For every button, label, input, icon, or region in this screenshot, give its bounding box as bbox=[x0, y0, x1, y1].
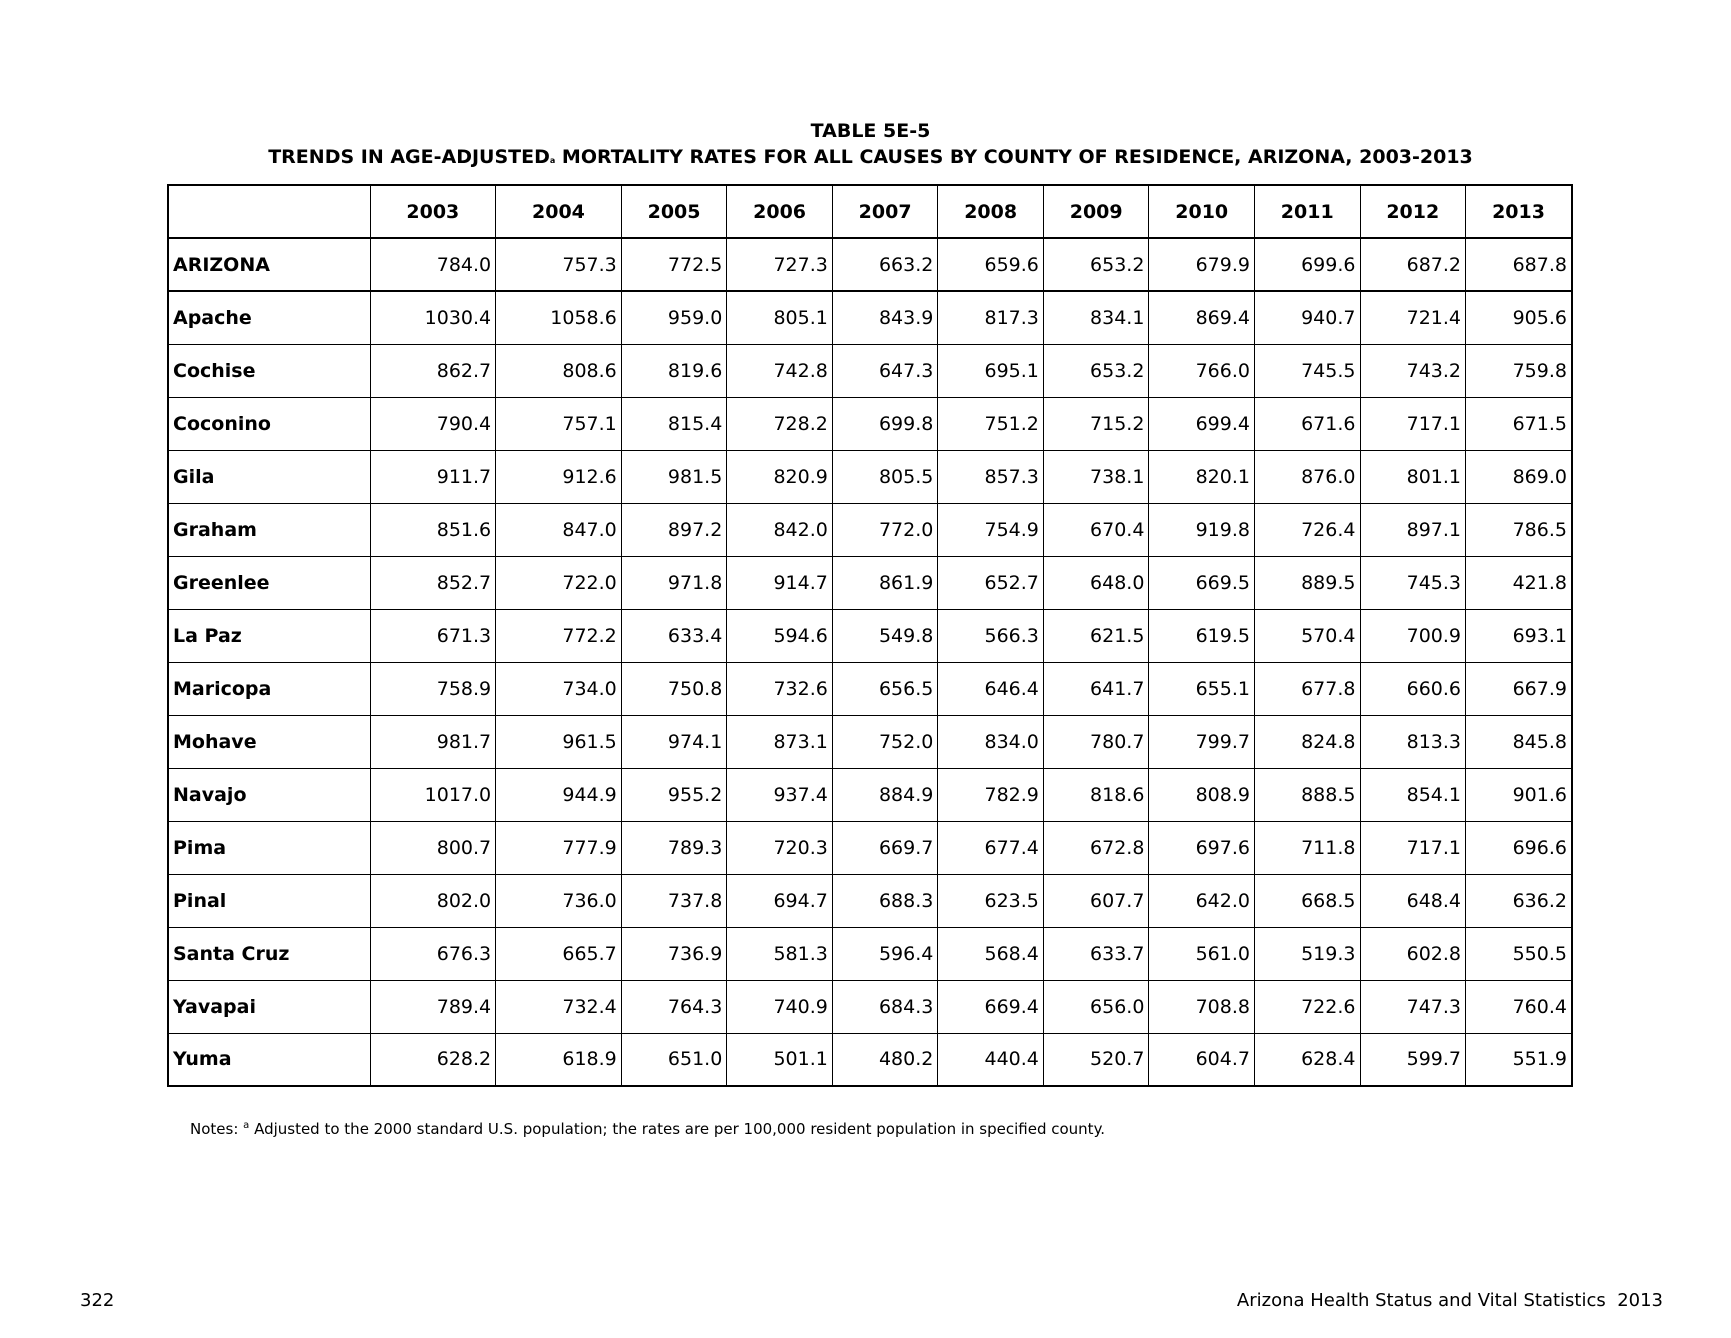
rate-cell: 677.8 bbox=[1254, 662, 1360, 715]
rate-cell: 693.1 bbox=[1466, 609, 1572, 662]
rate-cell: 851.6 bbox=[370, 503, 496, 556]
rate-cell: 740.9 bbox=[727, 980, 833, 1033]
rate-cell: 700.9 bbox=[1360, 609, 1466, 662]
rate-cell: 687.2 bbox=[1360, 238, 1466, 291]
rate-cell: 919.8 bbox=[1149, 503, 1255, 556]
rate-cell: 720.3 bbox=[727, 821, 833, 874]
rate-cell: 604.7 bbox=[1149, 1033, 1255, 1086]
county-row bbox=[168, 874, 1572, 927]
rate-cell: 852.7 bbox=[370, 556, 496, 609]
rate-cell: 602.8 bbox=[1360, 927, 1466, 980]
rate-cell: 647.3 bbox=[832, 344, 938, 397]
rate-cell: 656.0 bbox=[1043, 980, 1149, 1033]
rate-cell: 820.1 bbox=[1149, 450, 1255, 503]
rate-cell: 665.7 bbox=[496, 927, 622, 980]
row-label: Santa Cruz bbox=[168, 927, 370, 980]
rate-cell: 619.5 bbox=[1149, 609, 1255, 662]
rate-cell: 772.0 bbox=[832, 503, 938, 556]
rate-cell: 421.8 bbox=[1466, 556, 1572, 609]
row-label: Yavapai bbox=[168, 980, 370, 1033]
rate-cell: 784.0 bbox=[370, 238, 496, 291]
rate-cell: 842.0 bbox=[727, 503, 833, 556]
year-header: 2005 bbox=[621, 185, 727, 238]
county-row bbox=[168, 609, 1572, 662]
rate-cell: 668.5 bbox=[1254, 874, 1360, 927]
rate-cell: 663.2 bbox=[832, 238, 938, 291]
rate-cell: 711.8 bbox=[1254, 821, 1360, 874]
rate-cell: 599.7 bbox=[1360, 1033, 1466, 1086]
rate-cell: 766.0 bbox=[1149, 344, 1255, 397]
rate-cell: 888.5 bbox=[1254, 768, 1360, 821]
rate-cell: 618.9 bbox=[496, 1033, 622, 1086]
county-row bbox=[168, 662, 1572, 715]
rate-cell: 789.3 bbox=[621, 821, 727, 874]
rate-cell: 800.7 bbox=[370, 821, 496, 874]
row-label: Apache bbox=[168, 291, 370, 344]
notes-prefix: Notes: bbox=[190, 1120, 244, 1138]
rate-cell: 745.3 bbox=[1360, 556, 1466, 609]
table-id: TABLE 5E-5 bbox=[810, 120, 931, 142]
rate-cell: 708.8 bbox=[1149, 980, 1255, 1033]
rate-cell: 646.4 bbox=[938, 662, 1044, 715]
rate-cell: 607.7 bbox=[1043, 874, 1149, 927]
notes-superscript: a bbox=[243, 1120, 250, 1131]
rate-cell: 651.0 bbox=[621, 1033, 727, 1086]
rate-cell: 790.4 bbox=[370, 397, 496, 450]
row-label: Pinal bbox=[168, 874, 370, 927]
rate-cell: 747.3 bbox=[1360, 980, 1466, 1033]
rate-cell: 671.5 bbox=[1466, 397, 1572, 450]
rate-cell: 648.0 bbox=[1043, 556, 1149, 609]
rate-cell: 802.0 bbox=[370, 874, 496, 927]
table-body bbox=[168, 238, 1572, 1086]
rate-cell: 717.1 bbox=[1360, 821, 1466, 874]
rate-cell: 772.2 bbox=[496, 609, 622, 662]
rate-cell: 570.4 bbox=[1254, 609, 1360, 662]
rate-cell: 737.8 bbox=[621, 874, 727, 927]
county-row bbox=[168, 503, 1572, 556]
table-header bbox=[168, 185, 1572, 238]
rate-cell: 869.0 bbox=[1466, 450, 1572, 503]
rate-cell: 633.4 bbox=[621, 609, 727, 662]
rate-cell: 669.5 bbox=[1149, 556, 1255, 609]
rate-cell: 659.6 bbox=[938, 238, 1044, 291]
rate-cell: 772.5 bbox=[621, 238, 727, 291]
rate-cell: 727.3 bbox=[727, 238, 833, 291]
rate-cell: 594.6 bbox=[727, 609, 833, 662]
county-row bbox=[168, 1033, 1572, 1086]
rate-cell: 549.8 bbox=[832, 609, 938, 662]
rate-cell: 721.4 bbox=[1360, 291, 1466, 344]
rate-cell: 1058.6 bbox=[496, 291, 622, 344]
row-label: Mohave bbox=[168, 715, 370, 768]
rate-cell: 656.5 bbox=[832, 662, 938, 715]
rate-cell: 736.9 bbox=[621, 927, 727, 980]
rate-cell: 940.7 bbox=[1254, 291, 1360, 344]
rate-cell: 897.1 bbox=[1360, 503, 1466, 556]
rate-cell: 633.7 bbox=[1043, 927, 1149, 980]
rate-cell: 955.2 bbox=[621, 768, 727, 821]
year-header: 2007 bbox=[832, 185, 938, 238]
rate-cell: 789.4 bbox=[370, 980, 496, 1033]
page-heading bbox=[168, 118, 1573, 170]
rate-cell: 862.7 bbox=[370, 344, 496, 397]
rate-cell: 847.0 bbox=[496, 503, 622, 556]
title-superscript: a bbox=[549, 156, 556, 165]
rate-cell: 818.6 bbox=[1043, 768, 1149, 821]
rate-cell: 743.2 bbox=[1360, 344, 1466, 397]
rate-cell: 670.4 bbox=[1043, 503, 1149, 556]
rate-cell: 550.5 bbox=[1466, 927, 1572, 980]
row-label: Coconino bbox=[168, 397, 370, 450]
row-label: Pima bbox=[168, 821, 370, 874]
table-title bbox=[168, 144, 1573, 170]
footer-publication-title: Arizona Health Status and Vital Statistics 2013 bbox=[1236, 1290, 1663, 1311]
rate-cell: 944.9 bbox=[496, 768, 622, 821]
rate-cell: 897.2 bbox=[621, 503, 727, 556]
rate-cell: 905.6 bbox=[1466, 291, 1572, 344]
rate-cell: 808.6 bbox=[496, 344, 622, 397]
rate-cell: 699.4 bbox=[1149, 397, 1255, 450]
rate-cell: 777.9 bbox=[496, 821, 622, 874]
rate-cell: 845.8 bbox=[1466, 715, 1572, 768]
rate-cell: 843.9 bbox=[832, 291, 938, 344]
rate-cell: 717.1 bbox=[1360, 397, 1466, 450]
rate-cell: 684.3 bbox=[832, 980, 938, 1033]
county-row bbox=[168, 450, 1572, 503]
rate-cell: 677.4 bbox=[938, 821, 1044, 874]
rate-cell: 901.6 bbox=[1466, 768, 1572, 821]
year-header: 2006 bbox=[727, 185, 833, 238]
rate-cell: 623.5 bbox=[938, 874, 1044, 927]
row-label: Maricopa bbox=[168, 662, 370, 715]
rate-cell: 480.2 bbox=[832, 1033, 938, 1086]
rate-cell: 981.5 bbox=[621, 450, 727, 503]
row-label: ARIZONA bbox=[168, 238, 370, 291]
rate-cell: 676.3 bbox=[370, 927, 496, 980]
rate-cell: 641.7 bbox=[1043, 662, 1149, 715]
row-label: Navajo bbox=[168, 768, 370, 821]
rate-cell: 520.7 bbox=[1043, 1033, 1149, 1086]
county-row bbox=[168, 291, 1572, 344]
rate-cell: 726.4 bbox=[1254, 503, 1360, 556]
rate-cell: 754.9 bbox=[938, 503, 1044, 556]
rate-cell: 750.8 bbox=[621, 662, 727, 715]
rate-cell: 697.6 bbox=[1149, 821, 1255, 874]
rate-cell: 805.5 bbox=[832, 450, 938, 503]
county-row bbox=[168, 821, 1572, 874]
rate-cell: 696.6 bbox=[1466, 821, 1572, 874]
rate-cell: 758.9 bbox=[370, 662, 496, 715]
row-label: La Paz bbox=[168, 609, 370, 662]
table-notes bbox=[190, 1120, 1105, 1138]
rate-cell: 974.1 bbox=[621, 715, 727, 768]
rate-cell: 912.6 bbox=[496, 450, 622, 503]
rate-cell: 819.6 bbox=[621, 344, 727, 397]
rate-cell: 621.5 bbox=[1043, 609, 1149, 662]
rate-cell: 679.9 bbox=[1149, 238, 1255, 291]
county-row bbox=[168, 927, 1572, 980]
rate-cell: 808.9 bbox=[1149, 768, 1255, 821]
rate-cell: 671.6 bbox=[1254, 397, 1360, 450]
rate-cell: 722.0 bbox=[496, 556, 622, 609]
rate-cell: 873.1 bbox=[727, 715, 833, 768]
rate-cell: 695.1 bbox=[938, 344, 1044, 397]
year-header: 2010 bbox=[1149, 185, 1255, 238]
row-label: Gila bbox=[168, 450, 370, 503]
county-row bbox=[168, 556, 1572, 609]
rate-cell: 672.8 bbox=[1043, 821, 1149, 874]
rate-cell: 628.2 bbox=[370, 1033, 496, 1086]
rate-cell: 876.0 bbox=[1254, 450, 1360, 503]
rate-cell: 671.3 bbox=[370, 609, 496, 662]
row-label: Greenlee bbox=[168, 556, 370, 609]
rate-cell: 805.1 bbox=[727, 291, 833, 344]
rate-cell: 817.3 bbox=[938, 291, 1044, 344]
rate-cell: 834.1 bbox=[1043, 291, 1149, 344]
rate-cell: 1030.4 bbox=[370, 291, 496, 344]
rate-cell: 824.8 bbox=[1254, 715, 1360, 768]
rate-cell: 715.2 bbox=[1043, 397, 1149, 450]
rate-cell: 971.8 bbox=[621, 556, 727, 609]
rate-cell: 519.3 bbox=[1254, 927, 1360, 980]
rate-cell: 551.9 bbox=[1466, 1033, 1572, 1086]
rate-cell: 652.7 bbox=[938, 556, 1044, 609]
rate-cell: 669.7 bbox=[832, 821, 938, 874]
rate-cell: 911.7 bbox=[370, 450, 496, 503]
rate-cell: 799.7 bbox=[1149, 715, 1255, 768]
rate-cell: 752.0 bbox=[832, 715, 938, 768]
rate-cell: 568.4 bbox=[938, 927, 1044, 980]
rate-cell: 655.1 bbox=[1149, 662, 1255, 715]
county-row bbox=[168, 768, 1572, 821]
rate-cell: 889.5 bbox=[1254, 556, 1360, 609]
row-label: Graham bbox=[168, 503, 370, 556]
corner-cell bbox=[168, 185, 370, 238]
row-label: Cochise bbox=[168, 344, 370, 397]
rate-cell: 820.9 bbox=[727, 450, 833, 503]
rate-cell: 667.9 bbox=[1466, 662, 1572, 715]
rate-cell: 780.7 bbox=[1043, 715, 1149, 768]
year-header: 2004 bbox=[496, 185, 622, 238]
rate-cell: 648.4 bbox=[1360, 874, 1466, 927]
rate-cell: 751.2 bbox=[938, 397, 1044, 450]
year-header: 2012 bbox=[1360, 185, 1466, 238]
rate-cell: 738.1 bbox=[1043, 450, 1149, 503]
rate-cell: 815.4 bbox=[621, 397, 727, 450]
year-header: 2008 bbox=[938, 185, 1044, 238]
county-row bbox=[168, 715, 1572, 768]
rate-cell: 759.8 bbox=[1466, 344, 1572, 397]
rate-cell: 722.6 bbox=[1254, 980, 1360, 1033]
rate-cell: 801.1 bbox=[1360, 450, 1466, 503]
rate-cell: 959.0 bbox=[621, 291, 727, 344]
rate-cell: 914.7 bbox=[727, 556, 833, 609]
rate-cell: 734.0 bbox=[496, 662, 622, 715]
mortality-rates-table bbox=[167, 184, 1573, 1087]
rate-cell: 861.9 bbox=[832, 556, 938, 609]
rate-cell: 854.1 bbox=[1360, 768, 1466, 821]
rate-cell: 742.8 bbox=[727, 344, 833, 397]
rate-cell: 764.3 bbox=[621, 980, 727, 1033]
rate-cell: 732.4 bbox=[496, 980, 622, 1033]
rate-cell: 561.0 bbox=[1149, 927, 1255, 980]
rate-cell: 782.9 bbox=[938, 768, 1044, 821]
rate-cell: 760.4 bbox=[1466, 980, 1572, 1033]
rate-cell: 736.0 bbox=[496, 874, 622, 927]
rate-cell: 1017.0 bbox=[370, 768, 496, 821]
rate-cell: 688.3 bbox=[832, 874, 938, 927]
rate-cell: 653.2 bbox=[1043, 238, 1149, 291]
county-row bbox=[168, 397, 1572, 450]
rate-cell: 628.4 bbox=[1254, 1033, 1360, 1086]
row-label: Yuma bbox=[168, 1033, 370, 1086]
rate-cell: 660.6 bbox=[1360, 662, 1466, 715]
rate-cell: 501.1 bbox=[727, 1033, 833, 1086]
page-number: 322 bbox=[80, 1290, 115, 1311]
rate-cell: 699.8 bbox=[832, 397, 938, 450]
year-header: 2013 bbox=[1466, 185, 1572, 238]
rate-cell: 786.5 bbox=[1466, 503, 1572, 556]
rate-cell: 694.7 bbox=[727, 874, 833, 927]
year-header: 2011 bbox=[1254, 185, 1360, 238]
rate-cell: 757.1 bbox=[496, 397, 622, 450]
rate-cell: 869.4 bbox=[1149, 291, 1255, 344]
rate-cell: 440.4 bbox=[938, 1033, 1044, 1086]
state-row bbox=[168, 238, 1572, 291]
rate-cell: 732.6 bbox=[727, 662, 833, 715]
year-header: 2009 bbox=[1043, 185, 1149, 238]
rate-cell: 884.9 bbox=[832, 768, 938, 821]
rate-cell: 699.6 bbox=[1254, 238, 1360, 291]
notes-text: Adjusted to the 2000 standard U.S. population; the rates are per 100,000 resident population in specified county. bbox=[249, 1120, 1106, 1138]
rate-cell: 937.4 bbox=[727, 768, 833, 821]
rate-cell: 653.2 bbox=[1043, 344, 1149, 397]
rate-cell: 757.3 bbox=[496, 238, 622, 291]
header-row bbox=[168, 185, 1572, 238]
rate-cell: 857.3 bbox=[938, 450, 1044, 503]
year-header: 2003 bbox=[370, 185, 496, 238]
rate-cell: 581.3 bbox=[727, 927, 833, 980]
title-part2: MORTALITY RATES FOR ALL CAUSES BY COUNTY OF RESIDENCE, ARIZONA, 2003-2013 bbox=[555, 146, 1473, 168]
title-part1: TRENDS IN AGE-ADJUSTED bbox=[268, 146, 550, 168]
rate-cell: 687.8 bbox=[1466, 238, 1572, 291]
county-row bbox=[168, 344, 1572, 397]
rate-cell: 961.5 bbox=[496, 715, 622, 768]
rate-cell: 642.0 bbox=[1149, 874, 1255, 927]
county-row bbox=[168, 980, 1572, 1033]
rate-cell: 596.4 bbox=[832, 927, 938, 980]
rate-cell: 669.4 bbox=[938, 980, 1044, 1033]
rate-cell: 728.2 bbox=[727, 397, 833, 450]
rate-cell: 745.5 bbox=[1254, 344, 1360, 397]
rate-cell: 566.3 bbox=[938, 609, 1044, 662]
rate-cell: 834.0 bbox=[938, 715, 1044, 768]
rate-cell: 813.3 bbox=[1360, 715, 1466, 768]
rate-cell: 636.2 bbox=[1466, 874, 1572, 927]
rate-cell: 981.7 bbox=[370, 715, 496, 768]
